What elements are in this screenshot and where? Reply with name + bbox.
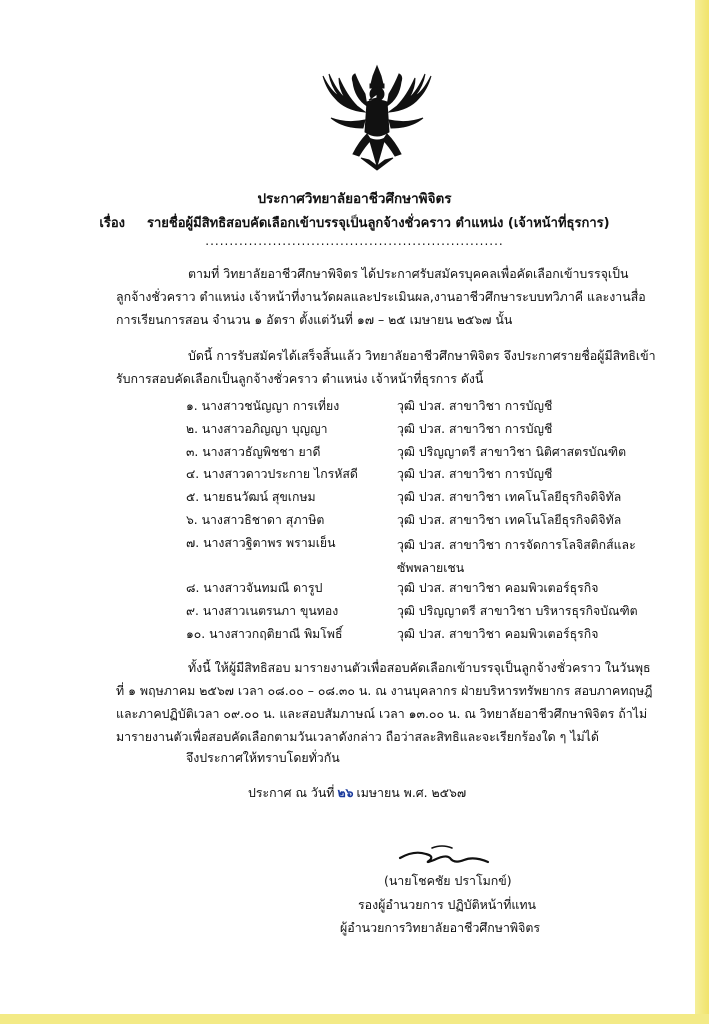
candidate-name: ๒. นางสาวอภิญญา บุญญา: [186, 421, 328, 436]
dotted-divider: ..............................................................: [205, 234, 504, 248]
subject-label: เรื่อง: [99, 216, 126, 231]
candidate-qualification: วุฒิ ปวส. สาขาวิชา เทคโนโลยีธุรกิจดิจิทัล: [397, 490, 622, 505]
candidate-qualification: วุฒิ ปริญญาตรี สาขาวิชา นิติศาสตรบัณฑิต: [397, 444, 627, 459]
scan-edge-bottom: [0, 1014, 709, 1024]
list-item: [186, 397, 666, 420]
list-item: [186, 465, 666, 488]
garuda-emblem-icon: [317, 62, 437, 172]
candidate-qualification: วุฒิ ปวส. สาขาวิชา การบัญชี: [397, 421, 553, 436]
subject-text: รายชื่อผู้มีสิทธิสอบคัดเลือกเข้าบรรจุเป็นลูกจ้างชั่วคราว ตำแหน่ง (เจ้าหน้าที่ธุรการ): [147, 216, 610, 231]
paragraph-instructions-text: ทั้งนี้ ให้ผู้มีสิทธิสอบ มารายงานตัวเพื่อสอบคัดเลือกเข้าบรรจุเป็นลูกจ้างชั่วคราว ในวันพุธที่ ๑ พฤษภาคม ๒๕๖๗ เวลา ๐๘.๐๐ – ๐๘.๓๐ น. ณ งานบุคลากร ฝ่ายบริหารทรัพยากร สอบภาคทฤษฎีและภาคปฏิบัติเวลา ๐๙.๐๐ น. และสอบสัมภาษณ์ เวลา ๑๓.๐๐ น. ณ วิทยาลัยอาชีวศึกษาพิจิตร ถ้าไม่มารายงานตัวเพื่อสอบคัดเลือกตามวันเวลาดังกล่าว ถือว่าสละสิทธิและจะเรียกร้องใด ๆ ไม่ได้: [116, 660, 653, 744]
announcement-date: [248, 784, 466, 803]
candidate-qualification: วุฒิ ปวส. สาขาวิชา การบัญชี: [397, 467, 553, 482]
list-item: [186, 625, 666, 648]
candidate-name: ๙. นางสาวเนตรนภา ขุนทอง: [186, 604, 339, 619]
subject-line: [0, 212, 709, 233]
candidate-qualification: วุฒิ ปวส. สาขาวิชา เทคโนโลยีธุรกิจดิจิทัล: [397, 512, 622, 527]
list-item: [186, 420, 666, 443]
scan-edge-right: [695, 0, 709, 1024]
candidate-name: ๗. นางสาวฐิตาพร พรามเย็น: [186, 535, 336, 550]
candidate-name: ๑๐. นางสาวกฤติยาณี พิมโพธิ์: [186, 626, 343, 641]
list-item: [186, 488, 666, 511]
candidate-name: ๓. นางสาวธัญพิชชา ยาดี: [186, 444, 321, 459]
signer-position-line1: รองผู้อำนวยการ ปฏิบัติหน้าที่แทน: [358, 897, 537, 912]
candidate-name: ๔. นางสาวดาวประกาย ไกรหัสดี: [186, 467, 358, 482]
list-item: [186, 579, 666, 602]
paragraph-intro: [116, 262, 656, 331]
candidate-qualification: วุฒิ ปวส. สาขาวิชา คอมพิวเตอร์ธุรกิจ: [397, 626, 599, 641]
closing-statement: จึงประกาศให้ทราบโดยทั่วกัน: [186, 750, 340, 765]
candidate-name: ๕. นายธนวัฒน์ สุขเกษม: [186, 490, 316, 505]
list-item: [186, 443, 666, 466]
list-item: [186, 511, 666, 534]
announcement-title: ประกาศวิทยาลัยอาชีวศึกษาพิจิตร: [257, 191, 452, 207]
candidate-qualification: วุฒิ ปวส. สาขาวิชา การบัญชี: [397, 399, 553, 413]
announcement-date-prefix: ประกาศ ณ วันที่: [248, 785, 335, 800]
list-item: [186, 534, 666, 580]
candidate-qualification: วุฒิ ปวส. สาขาวิชา คอมพิวเตอร์ธุรกิจ: [397, 581, 599, 596]
announcement-day-handwritten: ๒๖: [337, 785, 354, 800]
paragraph-intro-text: ตามที่ วิทยาลัยอาชีวศึกษาพิจิตร ได้ประกาศรับสมัครบุคคลเพื่อคัดเลือกเข้าบรรจุเป็นลูกจ้างชั่วคราว ตำแหน่ง เจ้าหน้าที่งานวัดผลและประเมินผล,งานอาชีวศึกษาระบบทวิภาคี และงานสื่อการเรียนการสอน จำนวน ๑ อัตรา ตั้งแต่วันที่ ๑๗ – ๒๕ เมษายน ๒๕๖๗ นั้น: [116, 266, 646, 327]
candidate-qualification: วุฒิ ปวส. สาขาวิชา การจัดการโลจิสติกส์และซัพพลายเชน: [397, 537, 636, 575]
candidate-name: ๖. นางสาวธิชาดา สุภาษิต: [186, 512, 325, 527]
paragraph-announcement: [116, 344, 656, 390]
announcement-date-suffix: เมษายน พ.ศ. ๒๕๖๗: [356, 785, 467, 800]
candidate-qualification: วุฒิ ปริญญาตรี สาขาวิชา บริหารธุรกิจบัณฑิต: [397, 604, 638, 619]
signer-name: (นายโชคชัย ปราโมกข์): [384, 873, 512, 888]
candidate-list: [186, 397, 666, 648]
paragraph-announcement-text: บัดนี้ การรับสมัครได้เสร็จสิ้นแล้ว วิทยาลัยอาชีวศึกษาพิจิตร จึงประกาศรายชื่อผู้มีสิทธิเข้ารับการสอบคัดเลือกเป็นลูกจ้างชั่วคราว ตำแหน่ง เจ้าหน้าที่ธุรการ ดังนี้: [116, 348, 656, 386]
paragraph-instructions: [116, 656, 656, 748]
candidate-name: ๘. นางสาวจันทมณี ดารูป: [186, 581, 323, 596]
candidate-name: ๑. นางสาวชนัญญา การเที่ยง: [186, 399, 340, 413]
list-item: [186, 602, 666, 625]
signer-position-line2: ผู้อำนวยการวิทยาลัยอาชีวศึกษาพิจิตร: [340, 920, 541, 935]
